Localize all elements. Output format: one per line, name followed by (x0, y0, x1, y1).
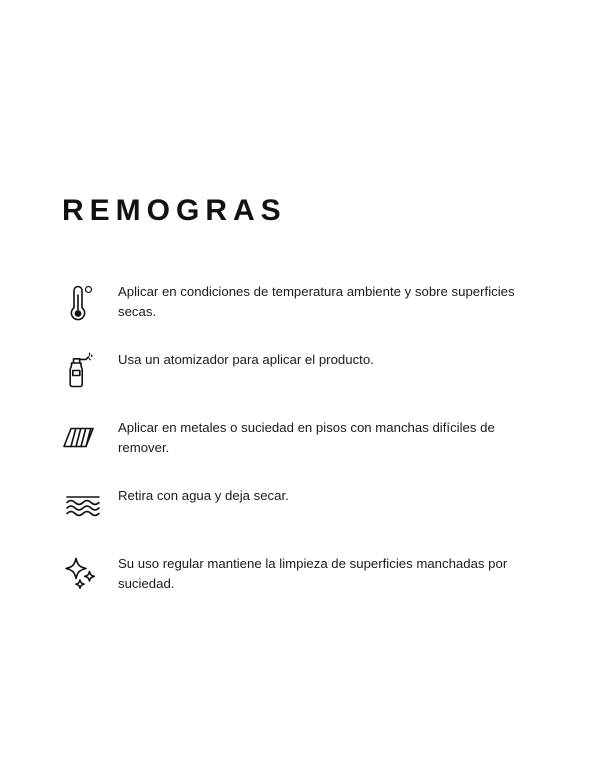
instruction-list (62, 278, 542, 618)
list-item-text: Usa un atomizador para aplicar el producto. (118, 352, 374, 367)
thermometer-icon (62, 278, 118, 324)
water-waves-icon (62, 482, 118, 528)
list-item (62, 550, 542, 596)
list-item-text: Su uso regular mantiene la limpieza de superficies manchadas por suciedad. (118, 556, 508, 591)
page-title: REMOGRAS (62, 194, 287, 227)
spray-bottle-icon (62, 346, 118, 392)
list-item (62, 278, 542, 324)
list-item (62, 414, 542, 460)
list-item-text: Aplicar en condiciones de temperatura ambiente y sobre superficies secas. (118, 284, 515, 319)
metal-floor-tiles-icon (62, 414, 118, 460)
list-item-text: Aplicar en metales o suciedad en pisos con manchas difíciles de remover. (118, 420, 495, 455)
list-item (62, 346, 542, 392)
list-item-text: Retira con agua y deja secar. (118, 488, 289, 503)
list-item (62, 482, 542, 528)
sparkle-shine-icon (62, 550, 118, 596)
